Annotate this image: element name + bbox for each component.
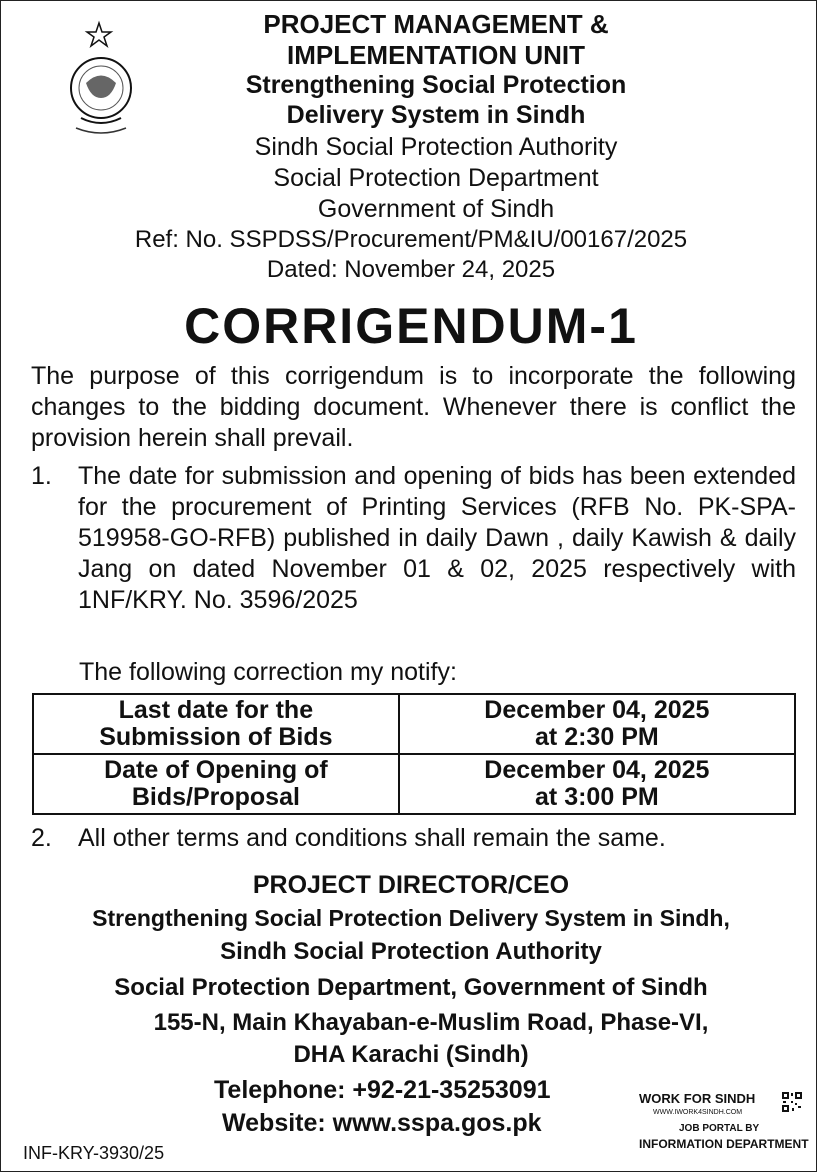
- table-cell-label: [33, 694, 399, 754]
- portal-url: WWW.IWORK4SINDH.COM: [653, 1109, 743, 1116]
- value-line-1: December 04, 2025: [484, 696, 710, 724]
- value-line-2: at 2:30 PM: [535, 723, 659, 751]
- footer-line-5: DHA Karachi (Sindh): [293, 1041, 529, 1068]
- footer-line-4: 155-N, Main Khayaban-e-Muslim Road, Phase-VI,: [153, 1009, 709, 1036]
- job-portal-badge: [639, 1087, 809, 1163]
- list-item: [31, 823, 796, 854]
- correction-table: [32, 693, 796, 815]
- table-cell-value: [399, 754, 795, 814]
- value-line-1: December 04, 2025: [484, 756, 710, 784]
- qr-code-icon: [781, 1091, 803, 1113]
- header-line-3: Strengthening Social Protection: [245, 71, 627, 99]
- designation: PROJECT DIRECTOR/CEO: [252, 871, 570, 899]
- sindh-government-emblem-icon: [31, 13, 171, 143]
- reference-number: Ref: No. SSPDSS/Procurement/PM&IU/00167/2025: [134, 226, 688, 253]
- label-line-2: Bids/Proposal: [131, 783, 300, 811]
- portal-label: JOB PORTAL BY: [679, 1123, 760, 1134]
- label-line-1: Last date for the: [118, 696, 314, 724]
- header-line-7: Government of Sindh: [317, 195, 555, 223]
- header-line-1: PROJECT MANAGEMENT &: [263, 9, 609, 39]
- value-line-2: at 3:00 PM: [535, 783, 659, 811]
- list-item-text: The date for submission and opening of bids has been extended for the procurement of Printing Services (RFB No. PK-SPA-519958-GO-RFB) published in daily Dawn , daily Kawish & daily Jang on dated November 01 & 02, 2025 respectively with 1NF/KRY. No. 3596/2025: [78, 462, 796, 614]
- footer-line-3: Social Protection Department, Government of Sindh: [114, 974, 708, 1001]
- list-item-text: All other terms and conditions shall remain the same.: [78, 824, 666, 852]
- table-row: [33, 754, 795, 814]
- table-cell-label: [33, 754, 399, 814]
- list-item-number: 2.: [31, 824, 52, 852]
- table-row: [33, 694, 795, 754]
- footer-line-1: Strengthening Social Protection Delivery System in Sindh,: [92, 905, 730, 931]
- dated-line: Dated: November 24, 2025: [266, 256, 556, 283]
- table-cell-value: [399, 694, 795, 754]
- telephone: Telephone: +92-21-35253091: [214, 1076, 551, 1104]
- header-line-2: IMPLEMENTATION UNIT: [286, 40, 585, 70]
- website-link[interactable]: Website: www.sspa.gos.pk: [222, 1109, 542, 1137]
- list-item-number: 1.: [31, 462, 52, 490]
- list-item: [31, 461, 796, 616]
- label-line-2: Submission of Bids: [99, 723, 333, 751]
- intro-paragraph: The purpose of this corrigendum is to incorporate the following changes to the bidding document. Whenever there is conflict the provision herein shall prevail.: [31, 362, 796, 452]
- header-line-5: Sindh Social Protection Authority: [254, 133, 618, 161]
- inf-reference: INF-KRY-3930/25: [23, 1143, 165, 1163]
- label-line-1: Date of Opening of: [104, 756, 328, 784]
- footer-line-2: Sindh Social Protection Authority: [220, 938, 602, 965]
- correction-note: The following correction my notify:: [79, 658, 457, 686]
- portal-department: INFORMATION DEPARTMENT: [639, 1137, 809, 1151]
- document-title: CORRIGENDUM-1: [184, 298, 638, 354]
- portal-brand: WORK FOR SINDH: [639, 1091, 756, 1106]
- header-line-6: Social Protection Department: [273, 164, 599, 192]
- header-line-4: Delivery System in Sindh: [286, 101, 586, 129]
